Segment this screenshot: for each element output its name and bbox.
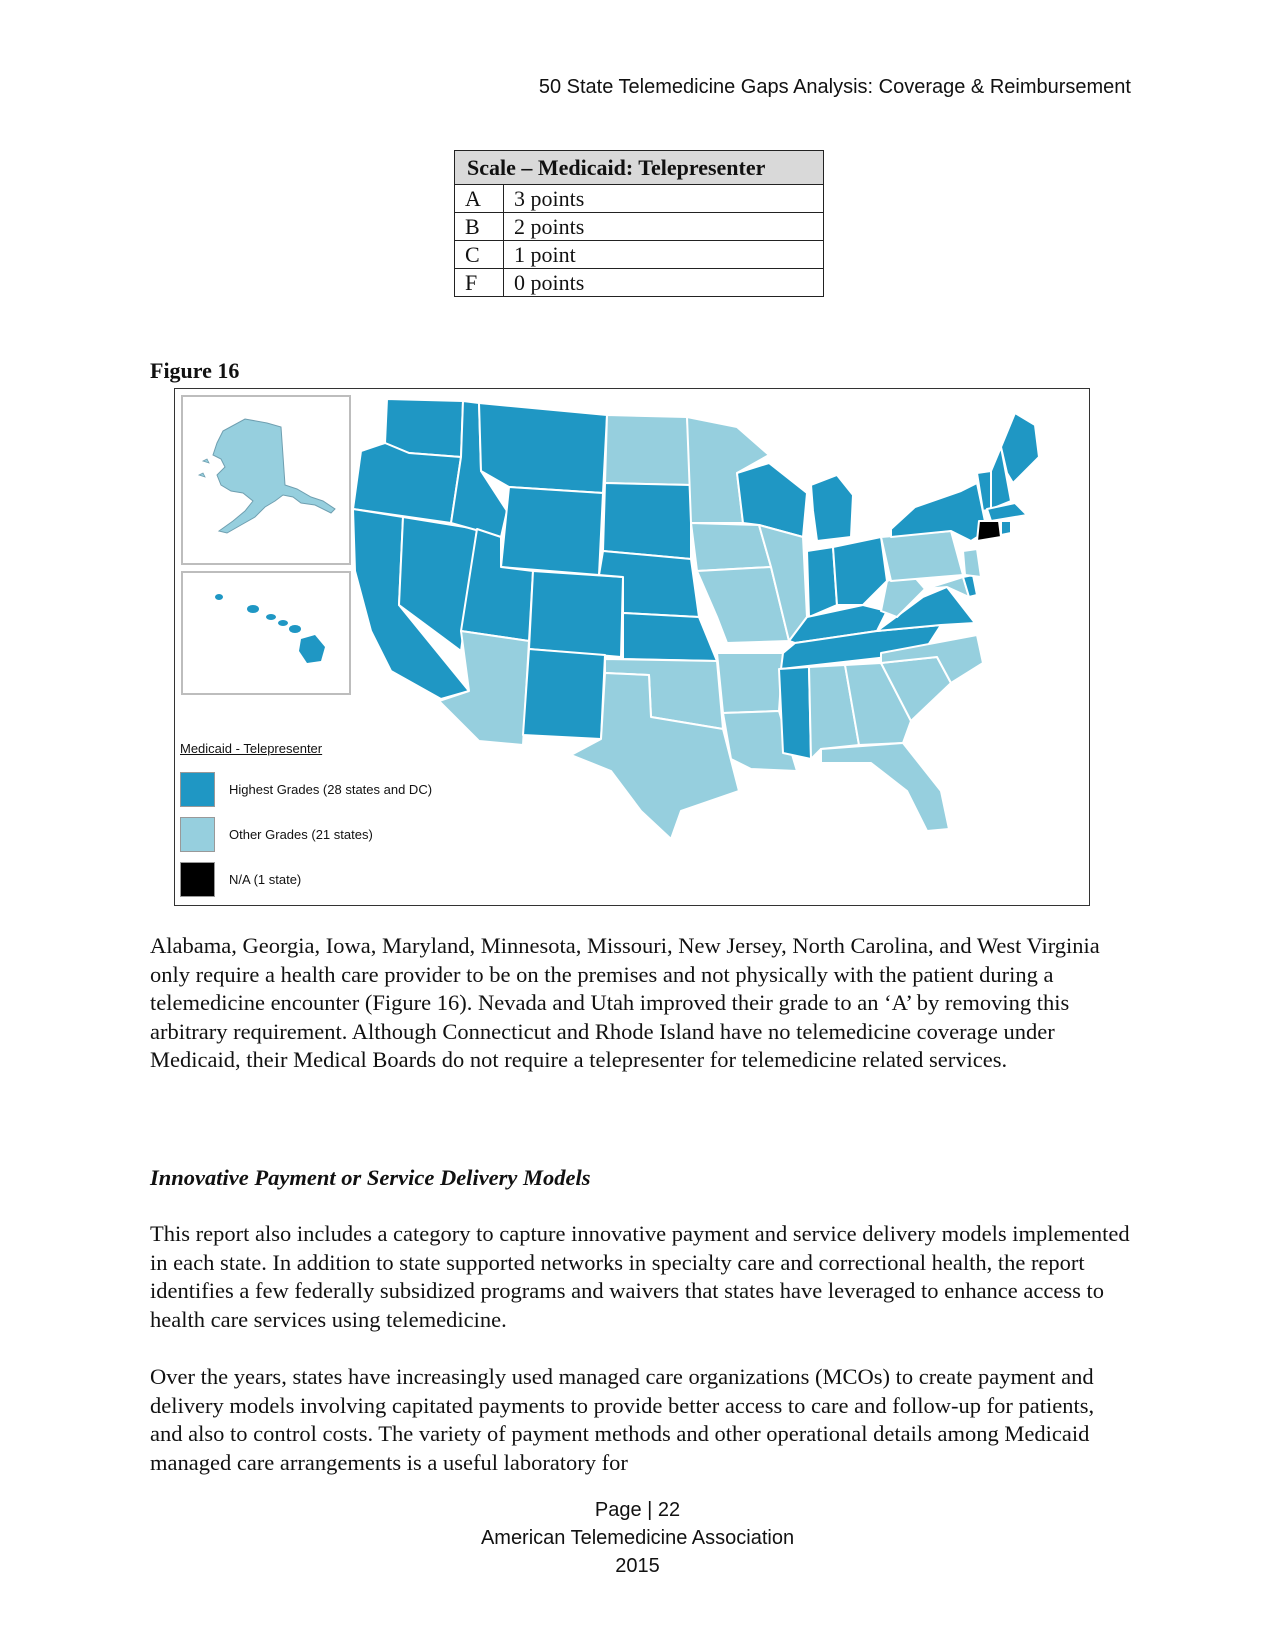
paragraph-innovative-models: This report also includes a category to capture innovative payment and service delivery models implemented in each state. In addition to state supported networks in specialty care and correctional health, the report identifies a few federally subsidized programs and waivers that states have leveraged to enhance access to health care services using telemedicine. <box>150 1221 1130 1332</box>
legend-swatch-highest <box>180 772 215 807</box>
state-iowa <box>691 523 771 571</box>
grade-cell: F <box>455 269 504 297</box>
legend-swatch-other <box>180 817 215 852</box>
state-new-jersey <box>963 549 981 577</box>
state-kansas <box>623 613 717 661</box>
figure-label: Figure 16 <box>150 358 240 383</box>
state-rhode-island <box>1001 521 1011 535</box>
state-mississippi <box>779 667 811 759</box>
state-michigan <box>811 475 853 541</box>
legend-item-na <box>180 862 500 896</box>
state-ohio <box>833 537 887 605</box>
running-header: 50 State Telemedicine Gaps Analysis: Coverage & Reimbursement <box>538 76 1131 98</box>
hawaii-inset <box>181 571 351 695</box>
grade-cell: B <box>455 213 504 241</box>
state-south-dakota <box>603 483 691 559</box>
paragraph-telepresenter: Alabama, Georgia, Iowa, Maryland, Minnesota, Missouri, New Jersey, North Carolina, and West Virginia only require a health care provider to be on the premises and not physically with the patient during a telemedicine encounter (Figure 16). Nevada and Utah improved their grade to an ‘A’ by removing this arbitrary requirement. Although Connecticut and Rhode Island have no telemedicine coverage under Medicaid, their Medical Boards do not require a telepresenter for telemedicine related services. <box>150 933 1100 1072</box>
us-map-figure <box>174 388 1090 906</box>
state-florida <box>821 743 949 831</box>
legend-label-other: Other Grades (21 states) <box>229 826 373 842</box>
legend-label-na: N/A (1 state) <box>229 871 302 887</box>
state-colorado <box>529 571 623 657</box>
state-indiana <box>807 547 837 617</box>
legend-item-highest <box>180 772 500 806</box>
points-cell: 0 points <box>504 269 824 297</box>
hawaii-shape <box>183 573 349 693</box>
state-pennsylvania <box>881 531 963 581</box>
state-north-dakota <box>605 415 691 485</box>
legend-title: Medicaid - Telepresenter <box>180 741 323 756</box>
state-maine <box>1001 413 1039 483</box>
scale-row-c <box>455 241 824 269</box>
state-new-york <box>891 483 987 541</box>
state-montana <box>479 403 607 493</box>
footer-page-number: Page | 22 <box>594 1499 681 1521</box>
legend-item-other <box>180 817 500 851</box>
footer-organization: American Telemedicine Association <box>480 1527 795 1549</box>
scale-row-a <box>455 185 824 213</box>
scale-row-f <box>455 269 824 297</box>
map-legend <box>180 741 500 907</box>
page-footer <box>0 1496 1275 1580</box>
footer-year: 2015 <box>615 1555 660 1577</box>
points-cell: 1 point <box>504 241 824 269</box>
state-new-mexico <box>523 649 605 739</box>
paragraph-managed-care: Over the years, states have increasingly used managed care organizations (MCOs) to create payment and delivery models involving capitated payments to provide better access to care and follow-up for patients, and also to control costs. The variety of payment methods and other operational details among Medicaid managed care arrangements is a useful laboratory for <box>150 1364 1095 1475</box>
state-wyoming <box>501 487 603 575</box>
alaska-shape <box>183 397 349 563</box>
state-arkansas <box>717 653 783 713</box>
alaska-inset <box>181 395 351 565</box>
scale-row-b <box>455 213 824 241</box>
legend-swatch-na <box>180 862 215 897</box>
points-cell: 2 points <box>504 213 824 241</box>
grade-cell: A <box>455 185 504 213</box>
legend-label-highest: Highest Grades (28 states and DC) <box>229 781 433 797</box>
scale-table-title: Scale – Medicaid: Telepresenter <box>455 151 824 185</box>
points-cell: 3 points <box>504 185 824 213</box>
grade-cell: C <box>455 241 504 269</box>
state-connecticut <box>977 521 1001 541</box>
scale-table <box>454 150 824 297</box>
section-heading: Innovative Payment or Service Delivery Models <box>150 1165 591 1190</box>
